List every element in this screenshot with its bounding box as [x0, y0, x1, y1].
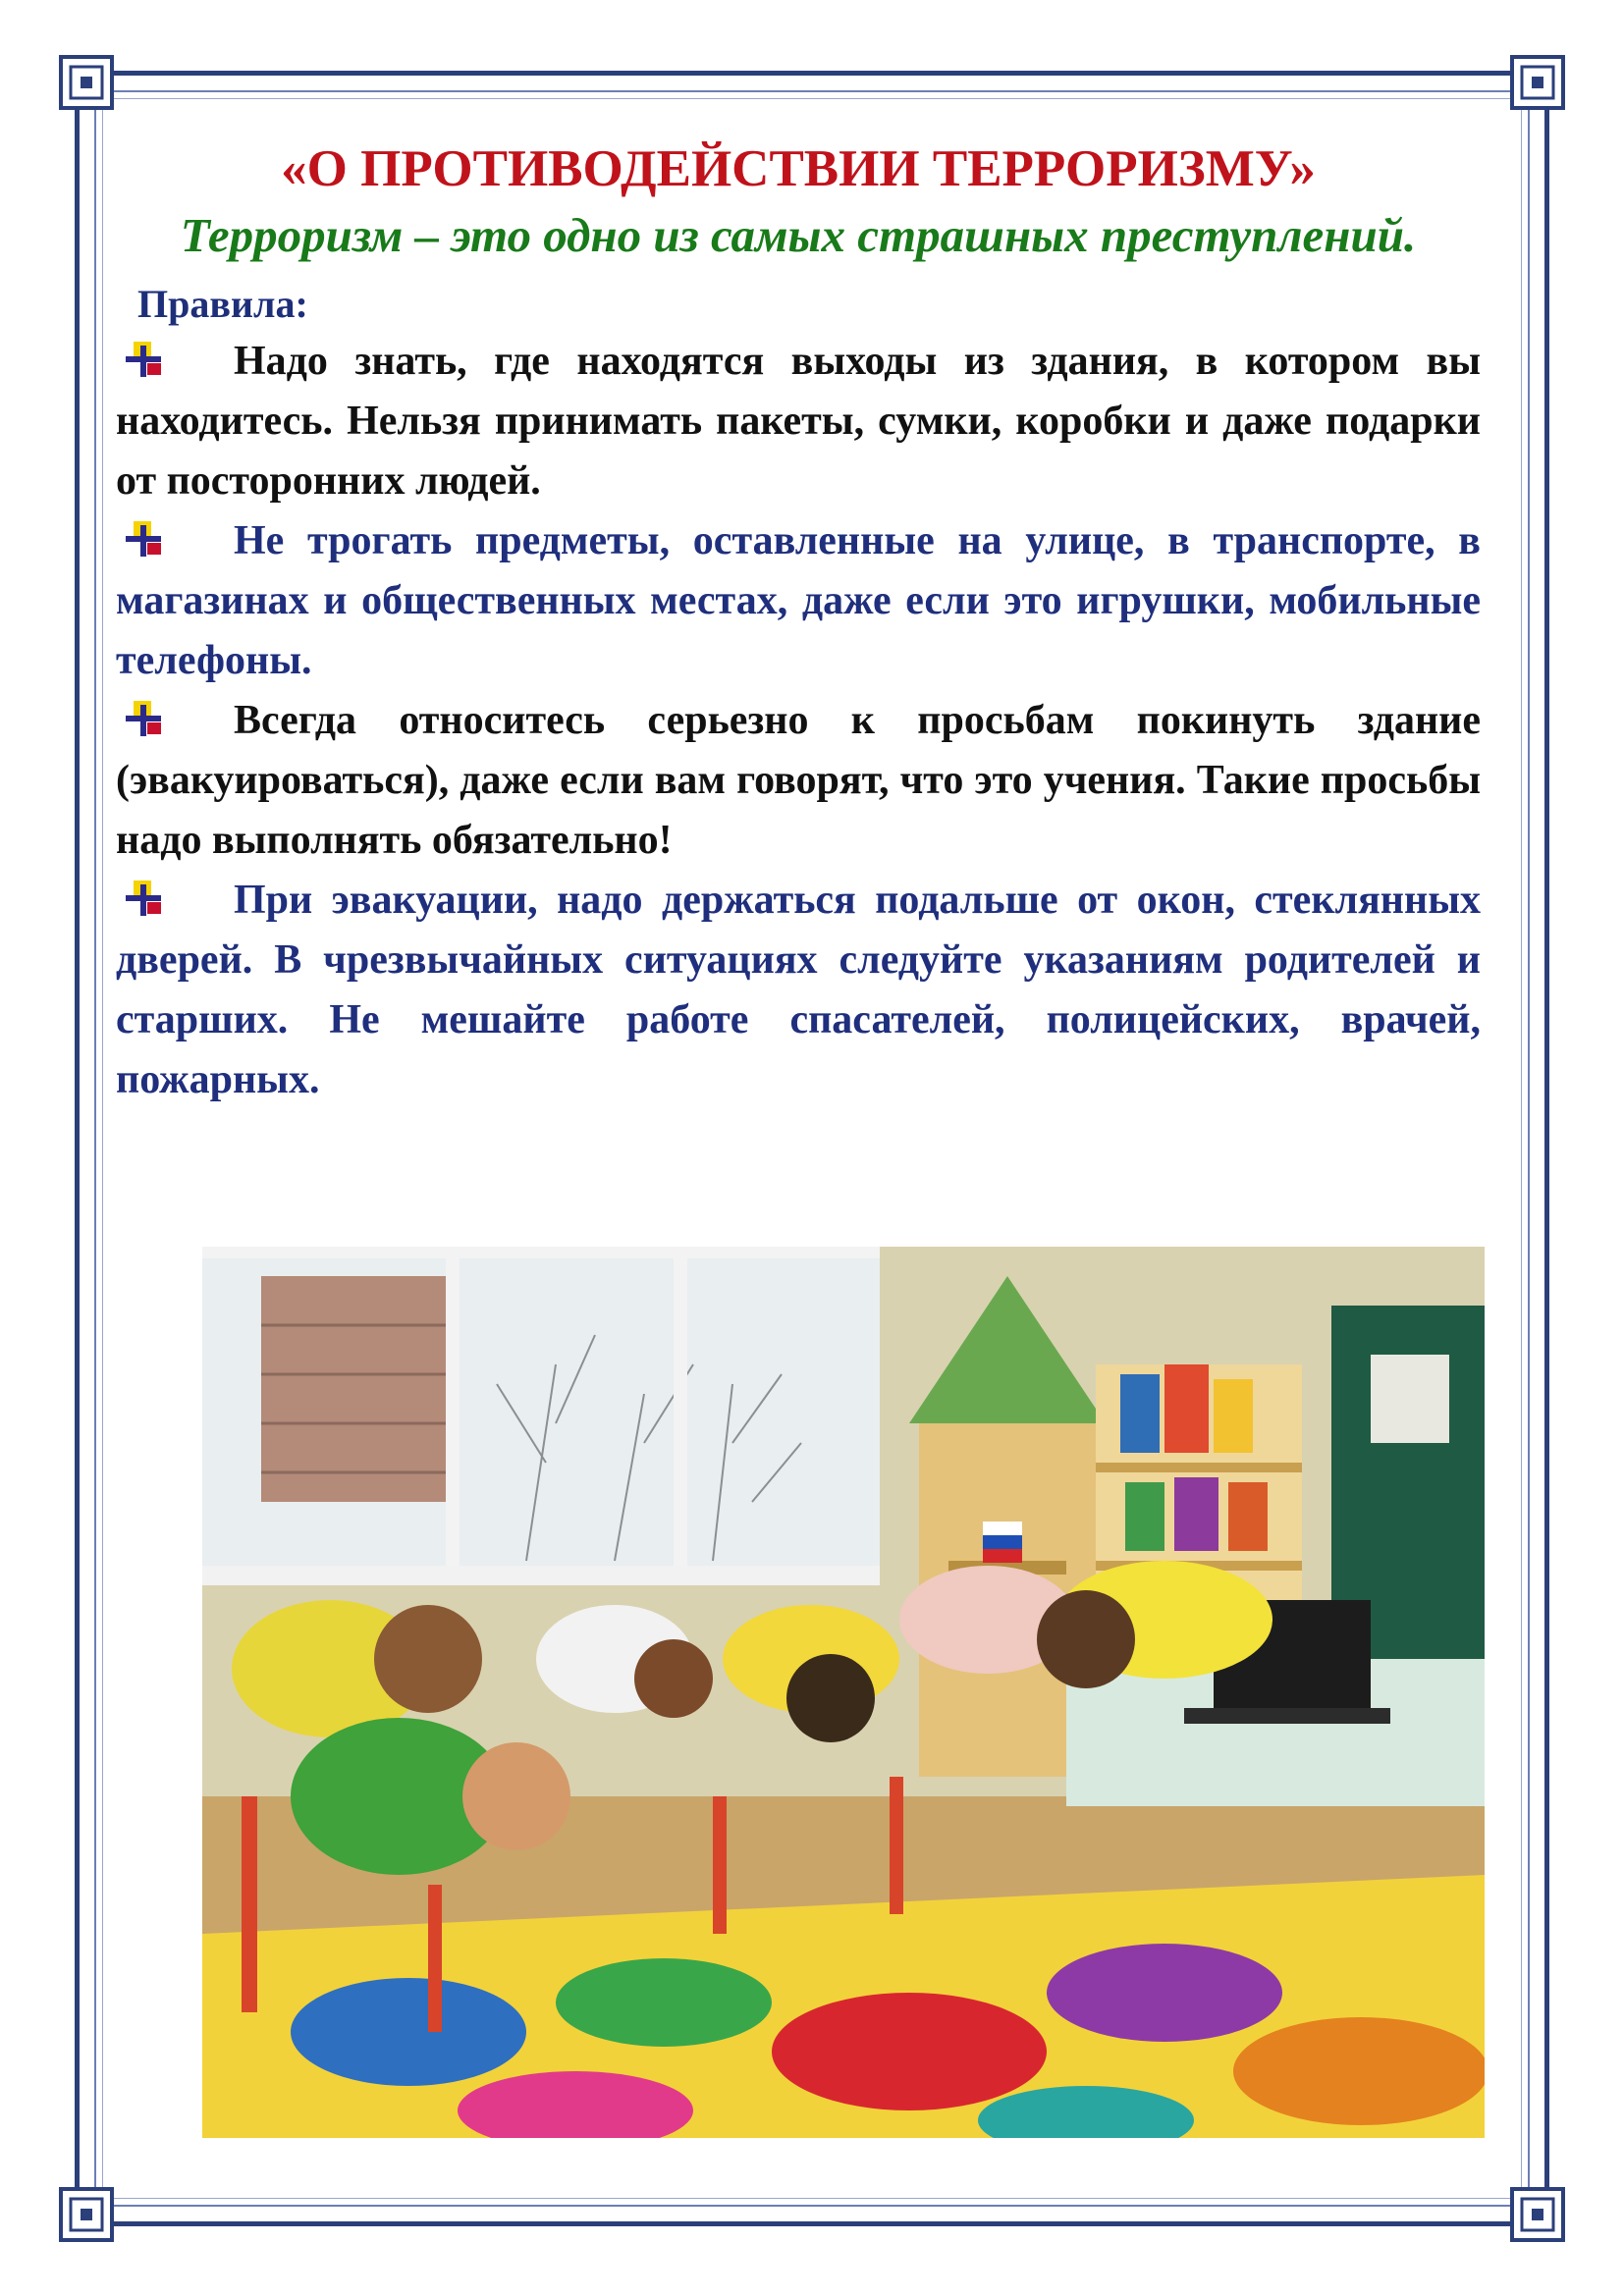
corner-ornament-icon: [57, 53, 116, 112]
rule-item: [116, 691, 1481, 871]
rule-text: Надо знать, где находятся выходы из здания, в котором вы находитесь. Нельзя принимать пакеты, сумки, коробки и даже подарки от посторонних людей.: [116, 339, 1481, 504]
document-content: [116, 137, 1481, 1110]
document-subtitle: Терроризм – это одно из самых страшных преступлений.: [180, 208, 1417, 262]
document-title: «О ПРОТИВОДЕЙСТВИИ ТЕРРОРИЗМУ»: [281, 140, 1316, 197]
bullet-icon: [126, 521, 161, 557]
rules-label: Правила:: [137, 282, 308, 326]
rules-list: [116, 332, 1481, 1110]
corner-ornament-icon: [1508, 53, 1567, 112]
corner-ornament-icon: [57, 2185, 116, 2244]
rule-item: [116, 511, 1481, 691]
rule-item: [116, 332, 1481, 511]
classroom-evacuation-photo: [202, 1247, 1485, 2138]
bullet-icon: [126, 342, 161, 377]
rule-text: Не трогать предметы, оставленные на улице, в транспорте, в магазинах и общественных местах, даже если это игрушки, мобильные телефоны.: [116, 518, 1481, 683]
bullet-icon: [126, 881, 161, 916]
rule-text: При эвакуации, надо держаться подальше от окон, стеклянных дверей. В чрезвычайных ситуациях следуйте указаниям родителей и старших. Не мешайте работе спасателей, полицейских, врачей, пожарных.: [116, 878, 1481, 1102]
corner-ornament-icon: [1508, 2185, 1567, 2244]
bullet-icon: [126, 701, 161, 736]
rule-text: Всегда относитесь серьезно к просьбам покинуть здание (эвакуироваться), даже если вам говорят, что это учения. Такие просьбы надо выполнять обязательно!: [116, 698, 1481, 863]
rule-item: [116, 871, 1481, 1110]
